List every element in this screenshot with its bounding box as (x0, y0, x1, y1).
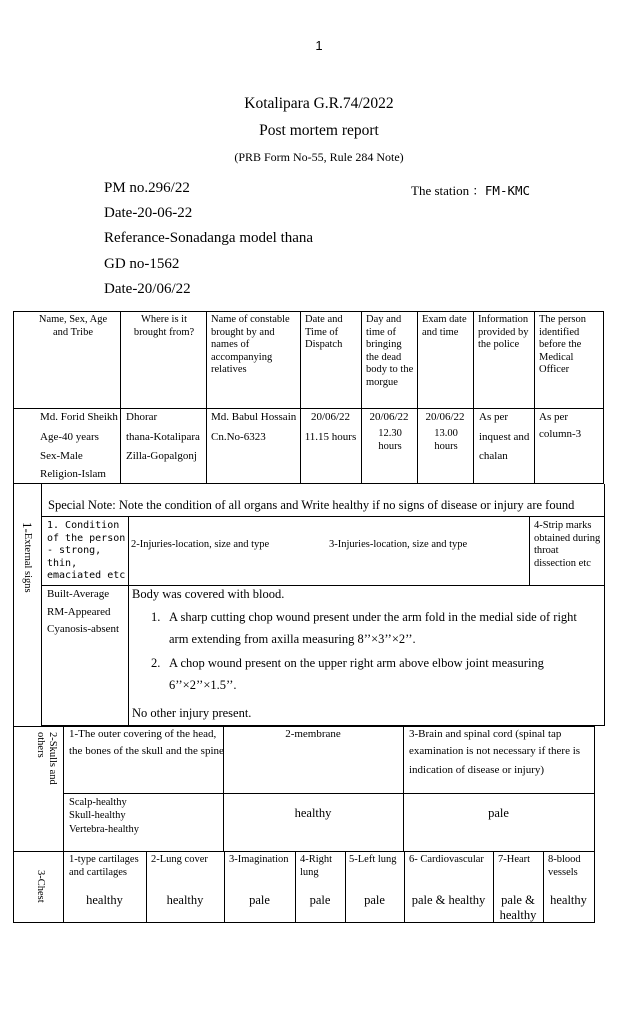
chest-value-imagination: pale (249, 893, 270, 907)
info-line-1: As per (479, 411, 509, 423)
chest-header-imagination: 3-Imagination (229, 854, 289, 865)
station (411, 181, 530, 199)
header-morgue: Day and time of bringing the dead body to the morgue (366, 314, 414, 388)
from-line-1: Dhorar (126, 411, 158, 423)
skull-header-1-line-2: the bones of the skull and the spine (69, 745, 224, 757)
injury-1-number: 1. (151, 610, 161, 624)
chest-value-left-lung: pale (364, 893, 385, 907)
dispatch-time: 11.15 hours (304, 431, 357, 443)
injury-1-line-2: arm extending from axilla measuring 8’’×3’’×2’’. (169, 632, 416, 646)
chest-value-cardiovascular: pale & healthy (411, 893, 486, 907)
chest-side-label: 3-Chest (35, 870, 46, 903)
deceased-religion: Religion-Islam (40, 468, 106, 480)
from-line-3: Zilla-Gopalgonj (126, 450, 197, 462)
no-other-injury: No other injury present. (132, 706, 252, 720)
strip-marks-header: 4-Strip marks obtained during throat dissection etc (534, 520, 601, 569)
gd-number: GD no-1562 (104, 256, 180, 272)
injuries-header-3: 3-Injuries-location, size and type (329, 539, 468, 550)
station-value: ：FM-KMC (472, 183, 531, 198)
brain-value: pale (488, 806, 509, 820)
injury-2-line-1: A chop wound present on the upper right arm above elbow joint measuring (169, 656, 544, 670)
body-note: Body was covered with blood. (132, 587, 285, 601)
header-dispatch: Date and Time of Dispatch (305, 314, 343, 350)
chest-value-cartilages: healthy (86, 893, 123, 907)
dispatch-date: 20/06/22 (310, 411, 351, 423)
pm-number: PM no.296/22 (104, 180, 190, 196)
case-title: Kotalipara G.R.74/2022 (244, 95, 394, 112)
vertebra-value: Vertebra-healthy (69, 824, 139, 835)
built: Built-Average (47, 588, 110, 600)
skull-header-3-line-1: 3-Brain and spinal cord (spinal tap (409, 728, 562, 740)
chest-header-left-lung: 5-Left lung (349, 854, 397, 865)
skull-value: Skull-healthy (69, 810, 126, 821)
chest-header-cardiovascular: 6- Cardiovascular (409, 854, 484, 865)
station-label: The station (411, 183, 470, 198)
identified-line-2: column-3 (539, 428, 582, 440)
chest-value-heart: pale & healthy (499, 893, 537, 922)
external-signs-section (13, 484, 605, 726)
deceased-sex: Sex-Male (40, 450, 83, 462)
skull-header-3-line-3: indication of disease or injury) (409, 764, 545, 776)
chest-section (13, 852, 595, 923)
from-line-2: thana-Kotalipara (126, 431, 200, 443)
skull-header-2: 2-membrane (285, 728, 341, 740)
deceased-name: Md. Forid Sheikh (40, 411, 118, 423)
deceased-age: Age-40 years (40, 431, 99, 443)
chest-header-lung-cover: 2-Lung cover (151, 854, 208, 865)
header-from: Where is it brought from? (133, 314, 195, 338)
injury-2-line-2: 6’’×2’’×1.5’’. (169, 678, 237, 692)
page-number: 1 (315, 38, 323, 53)
morgue-date: 20/06/22 (369, 411, 409, 423)
rm: RM-Appeared (47, 606, 111, 618)
condition-header: 1. Condition of the person - strong, thin, emaciated etc (47, 520, 126, 581)
identified-line-1: As per (539, 411, 569, 423)
gd-date: Date-20/06/22 (104, 281, 191, 297)
chest-value-right-lung: pale (309, 893, 331, 907)
header-name: Name, Sex, Age and Tribe (38, 314, 108, 338)
chest-header-right-lung: 4-Right lung (300, 854, 333, 878)
skull-header-3-line-2: examination is not necessary if there is (409, 745, 581, 757)
scalp-value: Scalp-healthy (69, 797, 127, 808)
header-constable: Name of constable brought by and names of accompanying relatives (211, 314, 290, 375)
report-title: Post mortem report (259, 122, 379, 139)
exam-time: 13.00 hours (434, 428, 458, 452)
membrane-value: healthy (294, 806, 332, 820)
constable-number: Cn.No-6323 (211, 431, 266, 443)
skull-section (13, 726, 595, 852)
info-table (13, 311, 604, 484)
cyanosis: Cyanosis-absent (47, 623, 120, 635)
chest-header-cartilages: 1-type cartilages and cartilages (69, 854, 139, 878)
header-identified: The person identified before the Medical Officer (539, 314, 586, 375)
chest-header-blood-vessels: 8-blood vessels (548, 854, 581, 878)
skull-header-1-line-1: 1-The outer covering of the head, (69, 728, 217, 740)
injuries-header-2: 2-Injuries-location, size and type (131, 539, 270, 550)
morgue-time: 12.30 hours (378, 428, 402, 452)
constable-name: Md. Babul Hossain (211, 411, 297, 423)
skull-side-label: 2-Skulls and others (35, 732, 58, 785)
chest-value-lung-cover: healthy (166, 893, 204, 907)
reference: Referance-Sonadanga model thana (104, 230, 314, 246)
chest-header-heart: 7-Heart (498, 854, 531, 865)
header-information: Information provided by the police (478, 314, 529, 350)
special-note: Special Note: Note the condition of all organs and Write healthy if no signs of disease or injury are found (48, 498, 575, 512)
report-date: Date-20-06-22 (104, 205, 193, 221)
info-line-2: inquest and (479, 431, 530, 443)
external-signs-label: 1-External signs (20, 522, 35, 593)
info-line-3: chalan (479, 450, 508, 462)
injury-1-line-1: A sharp cutting chop wound present under the arm fold in the medial side of right (169, 610, 577, 624)
injury-2-number: 2. (151, 656, 161, 670)
form-reference: (PRB Form No-55, Rule 284 Note) (234, 150, 404, 164)
chest-value-blood-vessels: healthy (550, 893, 587, 907)
header-exam: Exam date and time (422, 314, 467, 338)
exam-date: 20/06/22 (425, 411, 465, 423)
